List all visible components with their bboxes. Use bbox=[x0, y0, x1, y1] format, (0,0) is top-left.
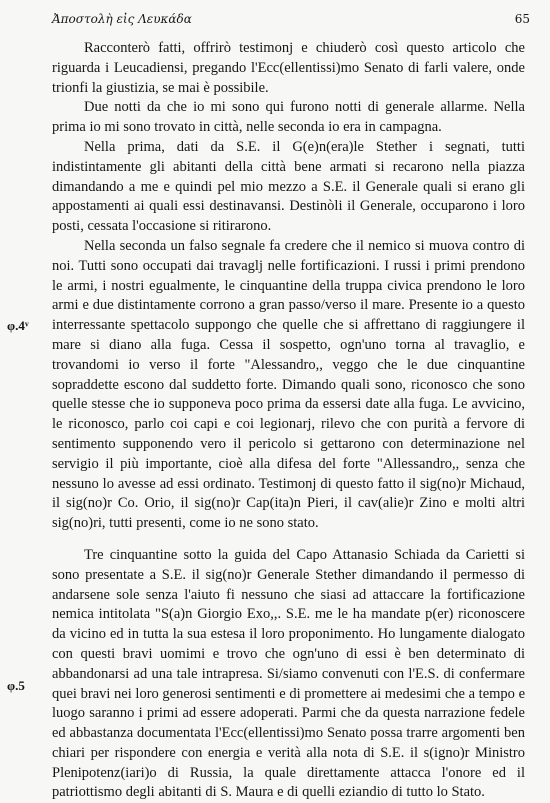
paragraph: Due notti da che io mi sono qui furono notti di generale allarme. Nella prima io mi sono trovato in città, nelle seconda io era in campagna. bbox=[52, 99, 525, 136]
body-text bbox=[52, 39, 525, 803]
paragraph-gap bbox=[52, 534, 525, 546]
page-number: 65 bbox=[514, 12, 530, 26]
margin-folio-note: φ.4ᵛ bbox=[7, 318, 29, 333]
paragraph: Nella prima, dati da S.E. il G(e)n(era)le Stether i segnati, tutti indistintamente gli abitanti della città bene armati si recarono nella piazza dimandando a me e quindi pel mio mezzo a S.E. il Generale quali si erano gli appostamenti ai quali essi destinavansi. Destinòli il Generale, occuparono i loro posti, cessata l'occasione si ritirarono. bbox=[52, 138, 525, 235]
paragraph: Tre cinquantine sotto la guida del Capo Attanasio Schiada da Carietti si sono presentate a S.E. il sig(no)r Generale Stether dimandando il permesso di andarsene sole senza l'aiuto fi nessuno che siasi ad attaccare la fortificazione nemica intitolata "S(a)n Giorgio Exo,,. S.E. me le ha mandate p(er) riconoscere da vicino ed in tutta la sua estesa il loro proponimento. Ho lungamente dialogato con questi bravi uomimi e trovo che ogn'uno di essi è ben determinato di abbandonarsi ad una tale intrapresa. Si/siamo convenuti con l'E.S. di confermare quei bravi nei loro generosi sentimenti e di promettere ai medesimi che a tempo e luogo saranno i primi ad essere adoperati. Parmi che da questa narrazione fedele ed abbastanza documentata l'Ecc(ellentissi)mo Senato possa trarre argomenti ben chiari per rispondere con energia e verità alla nota di S.E. il s(igno)r Ministro Plenipotenz(iari)o di Russia, la quale direttamente attacca l'onore ed il patriottismo degli abitanti di S. Maura e di quelli eziandio di tutto lo Stato. bbox=[52, 546, 525, 801]
page-header bbox=[52, 12, 530, 28]
margin-folio-note: φ.5 bbox=[7, 678, 25, 693]
paragraph: Nella seconda un falso segnale fa credere che il nemico si muova contro di noi. Tutti sono occupati dai travaglj nelle fortificazioni. I russi i primi prendono le armi, i nostri egualmente, le cinquantine della truppa civica prendono le loro armi e due distintamente corrono a gran passo/verso il mare. Presente io a questo interressante spettacolo suppongo che quelle che si affrettano di raggiungere il mare si diano alla fuga. Cessa il sospetto, ogn'uno torna al travaglio, e trovandomi io verso il forte "Alessandro,, veggo che le due cinquantine sopraddette escono dal suddetto forte. Dimando quali sono, riconosco che sono quelle stesse che io supponeva poco prima da essersi date alla fuga. Le avvicino, le riconosco, parlo coi capi e coi legionarj, rilevo che con purità a fervore di sentimento supponendo vero il pericolo si gettarono con determinazione nel servigio il più importante, cioè alla difesa del forte "Allessandro,, senza che nessuno lo avesse ad essi ordinato. Testimonj di questo fatto il sig(no)r Michaud, il sig(no)r Co. Orio, il sig(no)r Cap(ita)n Pieri, il cav(alie)r Zino e molti altri sig(no)ri, tutti presenti, come io ne sono stato. bbox=[52, 237, 525, 532]
paragraph: Racconterò fatti, offrirò testimonj e chiuderò così questo articolo che riguarda i Leucadiensi, pregando l'Ecc(ellentissi)mo Senato di farli valere, onde trionfi la giustizia, se mai è possibile. bbox=[52, 40, 525, 96]
running-title: Ἀποστολὴ εἰς Λευκάδα bbox=[52, 12, 192, 26]
